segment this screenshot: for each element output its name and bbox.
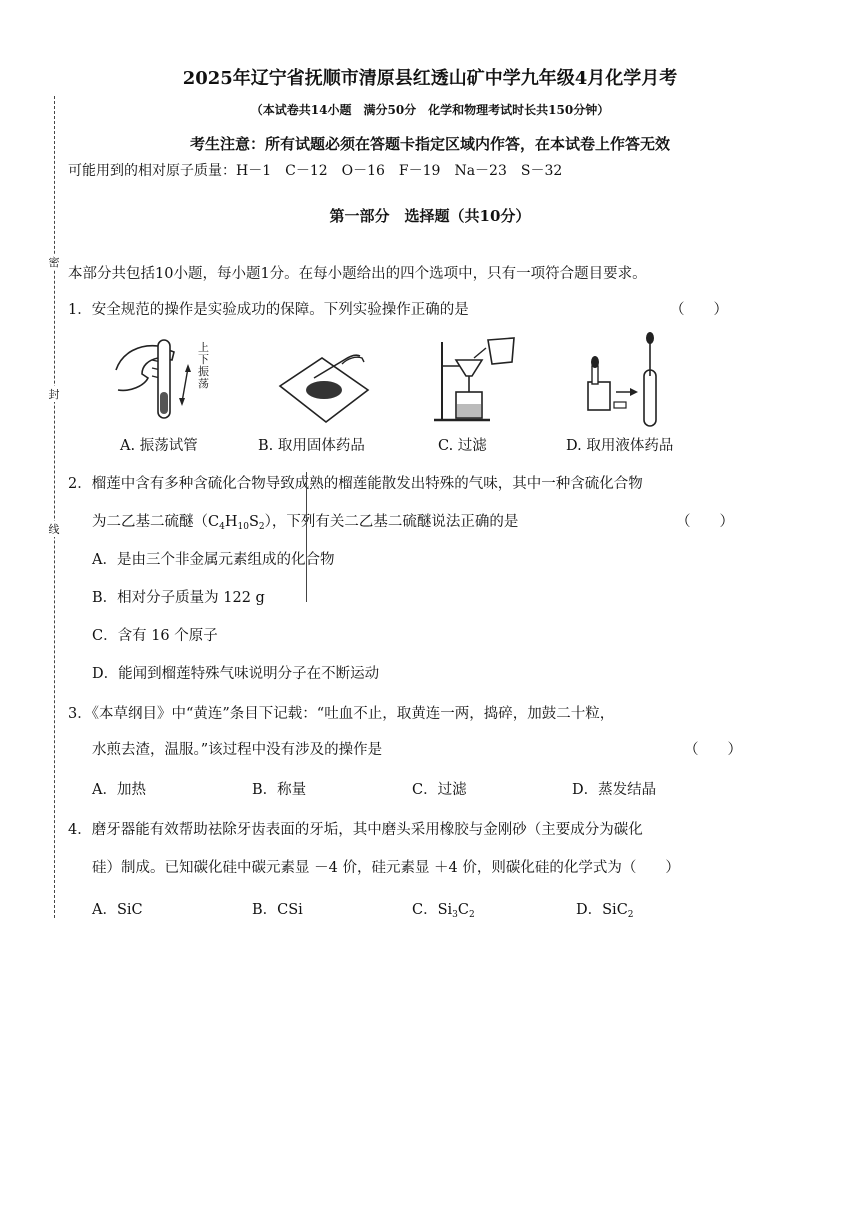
q4-option-d-sub: 2 <box>627 910 634 920</box>
binding-char-xian: 线 <box>44 521 64 537</box>
atomic-masses: 可能用到的相对原子质量：H－1 C－12 O－16 F－19 Na－23 S－32 <box>68 163 563 179</box>
fig-filtration <box>430 330 540 430</box>
formula-sub-h: 10 <box>237 522 249 532</box>
q2-option-a: A．是由三个非金属元素组成的化合物 <box>92 552 335 568</box>
q2-option-b: B．相对分子质量为 122 g <box>92 590 265 606</box>
q4-option-c-prefix: C．Si <box>412 902 453 918</box>
fig-shaking-test-tube <box>108 330 228 430</box>
q1-option-c: C. 过滤 <box>438 438 487 454</box>
fig-a-label: 上下振荡 <box>198 341 209 390</box>
q1-option-b: B. 取用固体药品 <box>258 438 365 454</box>
binding-char-feng: 封 <box>44 386 64 402</box>
q4-option-d-prefix: D．SiC <box>576 902 628 918</box>
fig-liquid-dropper <box>580 330 690 430</box>
q4-option-b: B．CSi <box>252 902 303 918</box>
q2-stem-line2-b: ），下列有关二乙基二硫醚说法正确的是 <box>264 514 519 530</box>
q3-answer-paren: （ ） <box>684 742 742 758</box>
q4-option-c-mid: C <box>457 902 470 918</box>
formula-sub-c: 4 <box>219 522 225 532</box>
q4-stem-line2: 硅）制成。已知碳化硅中碳元素显 －4 价，硅元素显 ＋4 价，则碳化硅的化学式为（ ） <box>92 860 680 876</box>
q4-option-c-sub2: 2 <box>469 910 475 920</box>
scan-artifact-line <box>306 472 307 602</box>
q4-option-c-sub1: 3 <box>452 910 458 920</box>
q1-option-a: A. 振荡试管 <box>120 438 198 454</box>
q4-option-c <box>412 898 475 920</box>
binding-char-mi: 密 <box>44 254 64 270</box>
q2-option-c: C．含有 16 个原子 <box>92 628 218 644</box>
exam-subtitle: （本试卷共14小题 满分50分 化学和物理考试时长共150分钟） <box>250 103 610 117</box>
q3-stem-line2: 水煎去渣，温服。”该过程中没有涉及的操作是 <box>92 742 383 758</box>
q3-option-d: D．蒸发结晶 <box>572 782 657 798</box>
fig-solid-reagent <box>270 330 380 430</box>
q4-option-d <box>576 898 634 920</box>
section-title: 第一部分 选择题（共10分） <box>329 207 531 225</box>
exam-title: 2025年辽宁省抚顺市清原县红透山矿中学九年级4月化学月考 <box>182 68 678 89</box>
q3-stem-line1: 3．《本草纲目》中“黄连”条目下记载：“吐血不止，取黄连一两，捣碎，加鼓二十粒， <box>68 706 615 722</box>
q1-stem: 1．安全规范的操作是实验成功的保障。下列实验操作正确的是 <box>68 302 469 318</box>
q1-answer-paren: （ ） <box>670 302 728 318</box>
formula-s: S <box>248 514 259 530</box>
q2-stem-line2-a: 为二乙基二硫醚（C <box>92 514 220 530</box>
formula-sub-s: 2 <box>258 522 265 532</box>
q3-option-a: A．加热 <box>92 782 146 798</box>
q4-option-a: A．SiC <box>92 902 143 918</box>
exam-notice: 考生注意：所有试题必须在答题卡指定区域内作答，在本试卷上作答无效 <box>189 135 670 153</box>
formula-h: H <box>224 514 238 530</box>
q4-stem-line1: 4．磨牙器能有效帮助祛除牙齿表面的牙垢，其中磨头采用橡胶与金刚砂（主要成分为碳化 <box>68 822 643 838</box>
q3-option-b: B．称量 <box>252 782 307 798</box>
q2-stem-line1: 2．榴莲中含有多种含硫化合物导致成熟的榴莲能散发出特殊的气味，其中一种含硫化合物 <box>68 476 643 492</box>
section-instruction: 本部分共包括10小题，每小题1分。在每小题给出的四个选项中，只有一项符合题目要求。 <box>68 266 647 282</box>
q2-answer-paren: （ ） <box>676 514 734 530</box>
q3-option-c: C．过滤 <box>412 782 467 798</box>
q1-option-d: D. 取用液体药品 <box>566 438 674 454</box>
q2-option-d: D．能闻到榴莲特殊气味说明分子在不断运动 <box>92 666 380 682</box>
